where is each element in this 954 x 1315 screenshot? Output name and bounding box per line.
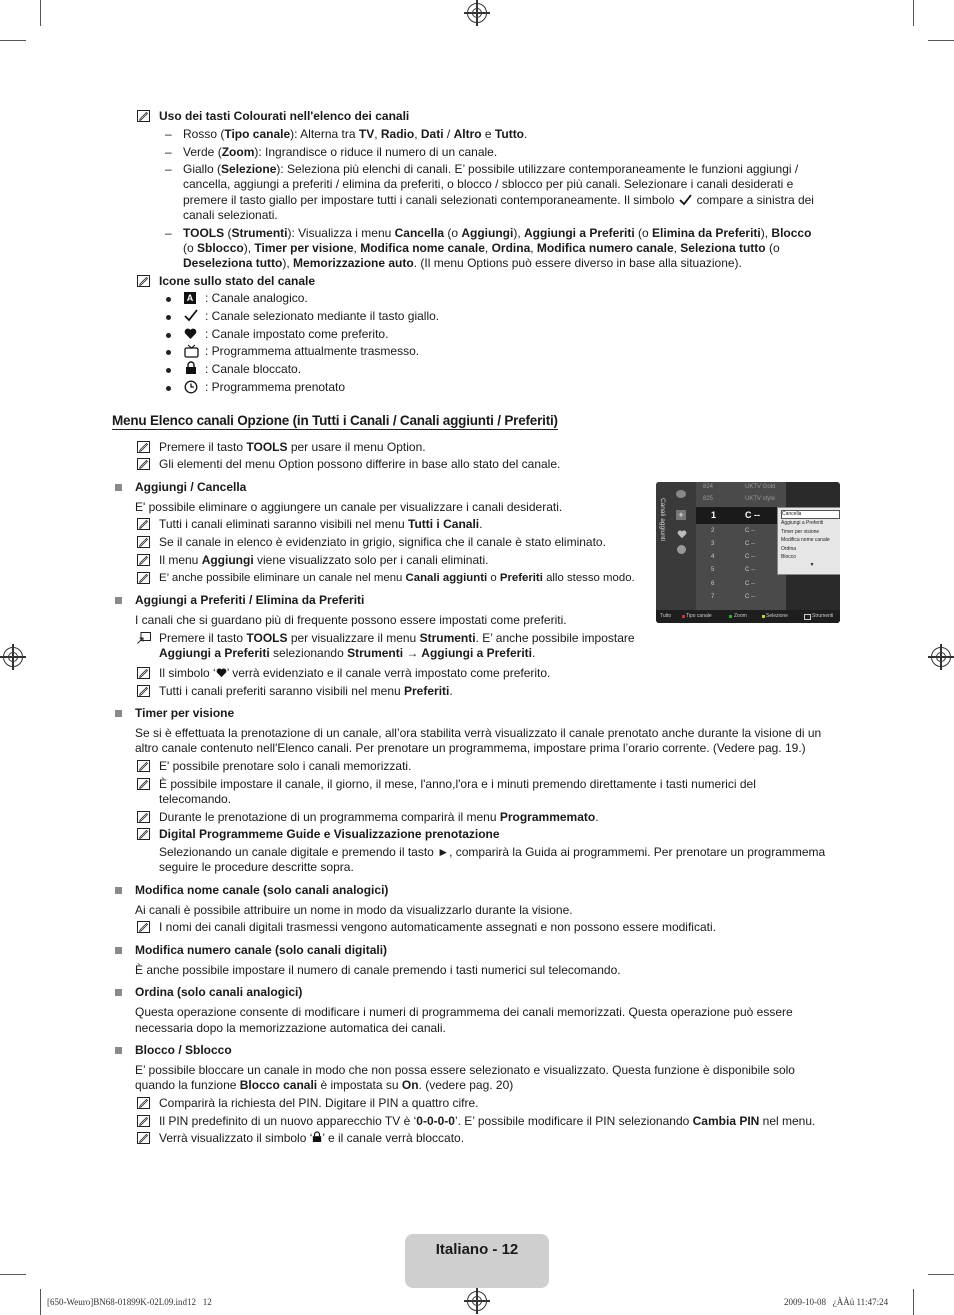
lock-icon [185,361,197,379]
preferiti-note-2: Il simbolo ‘ ’ verrà evidenziato e il canale verrà impostato come preferito. [159,666,551,680]
note-icon [137,921,150,933]
preferiti-body: I canali che si guardano più di frequente possono essere impostati come preferiti. [135,613,567,627]
aggiungi-note-2: Se il canale in elenco è evidenziato in grigio, significa che il canale è stato eliminato. [159,535,606,549]
square-bullet [115,710,122,717]
aggiungi-note-3: Il menu Aggiungi viene visualizzato solo per i canali eliminati. [159,553,489,567]
crop-mark [0,40,26,41]
note-icon [137,667,150,679]
channel-num: 7 [711,594,715,600]
bottom-zoom: Zoom [734,613,747,619]
selected-channel-name: C -- [745,510,760,520]
channel-num: 824 [703,484,714,490]
crop-mark [928,1274,954,1275]
channel-num: 3 [711,541,715,547]
menu-note-1: Premere il tasto TOOLS per usare il menu Option. [159,440,426,454]
clock-icon [184,380,198,398]
channel-name: C -- [745,541,755,547]
colours-title: Uso dei tasti Colourati nell'elenco dei canali [159,109,410,123]
square-bullet [115,597,122,604]
modnum-title: Modifica numero canale (solo canali digitali) [135,943,388,957]
note-icon [137,828,150,840]
note-icon [137,685,150,697]
timer-body-1: Se si è effettuata la prenotazione di un canale, all’ora stabilita verrà visualizzato il canale prenotato anche durante la visione di un [135,726,822,740]
bullet-dot [166,315,171,320]
dash: – [165,145,172,159]
menu-item: Ordina [781,545,797,552]
ordina-body-2: necessaria dopo la memorizzazione automatica dei canali. [135,1021,446,1035]
menu-item: Aggiungi a Preferiti [781,520,824,526]
channel-name: C -- [745,528,755,534]
heart-icon [677,530,687,542]
square-bullet [115,887,122,894]
square-bullet [115,484,122,491]
preferiti-title: Aggiungi a Preferiti / Elimina da Preferiti [135,593,365,607]
registration-mark-icon [467,3,487,23]
giallo-line-3: premere il tasto giallo per impostare tutti i canali selezionati contemporaneamente. Il simbolo compare a sinistra dei [183,193,814,210]
icon-desc: : Programmema attualmente trasmesso. [205,344,420,358]
icon-desc: : Canale analogico. [205,291,308,305]
tv-icon [184,344,199,362]
modnome-body: Ai canali è possibile attribuire un nome in modo da visualizzarlo durante la visione. [135,903,573,917]
tools-key-icon [804,614,811,620]
bullet-dot [166,333,171,338]
check-icon [184,309,198,326]
dash: – [165,127,172,141]
giallo-line-4: canali selezionati. [183,208,278,222]
note-icon [137,1097,150,1109]
channel-num: 5 [711,567,715,573]
giallo-line-2: cancella, aggiungi a preferiti / elimina da preferiti, o blocco / sblocco per più canali. Selezionare i canali desiderati e [183,177,794,191]
verde-line: Verde (Zoom): Ingrandisce o riduce il numero di un canale. [183,145,498,159]
bullet-dot [166,368,171,373]
square-bullet [115,947,122,954]
yellow-key-icon [762,615,765,618]
note-icon [137,1132,150,1144]
bullet-dot [166,350,171,355]
dash: – [165,226,172,240]
check-icon [679,194,693,210]
crop-mark [928,40,954,41]
icon-desc: : Canale selezionato mediante il tasto giallo. [205,309,440,323]
channel-num: 825 [703,496,714,502]
icons-title: Icone sullo stato del canale [159,274,316,288]
bottom-strumenti: Strumenti [812,613,834,619]
side-label: Canali aggiunti [659,498,666,542]
note-icon [137,554,150,566]
icon-desc: : Canale bloccato. [205,362,302,376]
antenna-icon [676,490,686,498]
section-heading: Menu Elenco canali Opzione (in Tutti i Canali / Canali aggiunti / Preferiti) [112,413,558,428]
red-key-icon [682,615,685,618]
channel-name: C -- [745,594,755,600]
add-icon: + [676,510,686,520]
timer-title: Timer per visione [135,706,235,720]
bullet-dot [166,297,171,302]
icon-desc: : Canale impostato come preferito. [205,327,389,341]
bottom-tipo: Tipo canale [686,613,712,619]
tools-line-3: Deseleziona tutto), Memorizzazione auto. (Il menu Options può essere diverso in base alla situazione). [183,256,742,270]
analog-icon: A [184,292,196,304]
aggiungi-note-4: E’ anche possibile eliminare un canale nel menu Canali aggiunti o Preferiti allo stesso modo. [159,572,635,584]
note-icon [137,572,150,584]
tools-icon [137,632,151,648]
blocco-note-2: Il PIN predefinito di un nuovo apparecchio TV è ‘0-0-0-0’. E’ possibile modificare il PIN selezionando Cambia PIN nel menu. [159,1114,816,1128]
menu-item: Timer per visione [781,528,820,535]
preferiti-note-3: Tutti i canali preferiti saranno visibili nel menu Preferiti. [159,684,453,698]
giallo-line-1: Giallo (Selezione): Seleziona più elenchi di canali. E’ possibile utilizzare contemporaneamente le funzioni aggiungi / [183,162,799,176]
menu-item-cancella: Cancella [781,510,840,519]
crop-mark [40,0,41,26]
green-key-icon [729,615,732,618]
heart-icon [184,328,197,344]
aggiungi-body: E' possibile eliminare o aggiungere un canale per visualizzare i canali desiderati. [135,500,563,514]
channel-name: C -- [745,581,755,587]
registration-mark-icon [931,647,951,667]
note-icon [137,518,150,530]
note-icon [137,778,150,790]
rosso-line: Rosso (Tipo canale): Alterna tra TV, Radio, Dati / Altro e Tutto. [183,127,528,141]
bottom-bar [656,610,840,623]
registration-mark-icon [467,1291,487,1311]
preferiti-note-1a: Premere il tasto TOOLS per visualizzare il menu Strumenti. E’ anche possibile impostare [159,631,635,645]
note-icon [137,441,150,453]
timer-note-4-body-2: seguire le procedure descritte sopra. [159,860,354,874]
crop-mark [913,0,914,26]
scroll-down-icon: ▼ [809,561,815,568]
channel-num: 4 [711,554,715,560]
lock-icon [312,1131,322,1147]
selected-channel-num: 1 [711,510,717,520]
timer-note-4: Digital Programmeme Guide e Visualizzazione prenotazione [159,827,500,841]
heart-icon [216,667,227,682]
blocco-note-3: Verrà visualizzato il simbolo ‘ ’ e il canale verrà bloccato. [159,1131,465,1145]
tools-line-1: TOOLS (Strumenti): Visualizza i menu Cancella (o Aggiungi), Aggiungi a Preferiti (o Elimina da Preferiti), Blocco [183,226,812,240]
timer-note-2a: È possibile impostare il canale, il giorno, il mese, l'anno,l'ora e i minuti premendo direttamente i tasti numerici del [159,777,756,791]
footer-file: [650-Weuro]BN68-01899K-02L09.ind12 12 [47,1297,212,1307]
aggiungi-note-1: Tutti i canali eliminati saranno visibili nel menu Tutti i Canali. [159,517,483,531]
ordina-title: Ordina (solo canali analogici) [135,985,303,999]
note-icon [137,760,150,772]
modnome-note: I nomi dei canali digitali trasmessi vengono automaticamente assegnati e non possono essere modificati. [159,920,716,934]
registration-mark-icon [3,647,23,667]
timer-note-4-body-1: Selezionando un canale digitale e premendo il tasto ►, comparirà la Guida ai programmemi. Per prenotare un programmema [159,845,826,859]
channel-name: C -- [745,554,755,560]
aggiungi-title: Aggiungi / Cancella [135,480,247,494]
bottom-tutto: Tutto [660,613,672,619]
menu-item: Modifica nome canale [781,537,830,544]
note-icon [137,110,150,122]
ordina-body-1: Questa operazione consente di modificare i numeri di programmema dei canali memorizzati. Questa operazione può essere [135,1005,793,1019]
crop-mark [40,1289,41,1315]
note-icon [137,811,150,823]
icon-desc: : Programmema prenotato [205,380,346,394]
note-icon [137,458,150,470]
menu-item: Blocco [781,554,797,561]
square-bullet [115,989,122,996]
menu-note-2: Gli elementi del menu Option possono differire in base allo stato del canale. [159,457,561,471]
timer-note-3: Durante le prenotazione di un programmema comparirà il menu Programmemato. [159,810,599,824]
crop-mark [913,1289,914,1315]
timer-note-1: E' possibile prenotare solo i canali memorizzati. [159,759,412,773]
modnum-body: È anche possibile impostare il numero di canale premendo i tasti numerici sul telecomando. [135,963,621,977]
square-bullet [115,1047,122,1054]
tools-menu [777,507,840,575]
blocco-body-1: E’ possibile bloccare un canale in modo che non possa essere selezionato e visualizzato. Questa funzione è disponibile solo [135,1063,795,1077]
blocco-note-1: Comparirà la richiesta del PIN. Digitare il PIN a quattro cifre. [159,1096,479,1110]
bottom-selezione: Selezione [766,613,788,619]
timer-body-2: altro canale contenuto nell'Elenco canali. Per prenotare un programmema, impostare prima l’orario corrente. (Vedere pag. 19.) [135,741,806,755]
channel-num: 6 [711,581,715,587]
note-icon [137,1115,150,1127]
clock-icon [677,545,686,554]
dash: – [165,162,172,176]
tv-screen [656,482,840,623]
selected-row [696,507,786,524]
channel-name: UKTV Gold [745,484,776,490]
channel-num: 2 [711,528,715,534]
channel-name: UKTV style [745,496,776,502]
channel-name: C -- [745,567,755,573]
timer-note-2b: telecomando. [159,792,232,806]
blocco-body-2: quando la funzione Blocco canali è impostata su On. (vedere pag. 20) [135,1078,514,1092]
page-label: Italiano - 12 [435,1241,519,1258]
bullet-dot [166,386,171,391]
modnome-title: Modifica nome canale (solo canali analogici) [135,883,389,897]
blocco-title: Blocco / Sblocco [135,1043,232,1057]
crop-mark [0,1274,26,1275]
preferiti-note-1b: Aggiungi a Preferiti selezionando Strumenti → Aggiungi a Preferiti. [159,646,536,660]
footer-date: 2009-10-08 ¿ÀÀü 11:47:24 [784,1297,889,1307]
note-icon [137,536,150,548]
tools-line-2: (o Sblocco), Timer per visione, Modifica nome canale, Ordina, Modifica numero canale, Seleziona tutto (o [183,241,780,255]
note-icon [137,275,150,287]
